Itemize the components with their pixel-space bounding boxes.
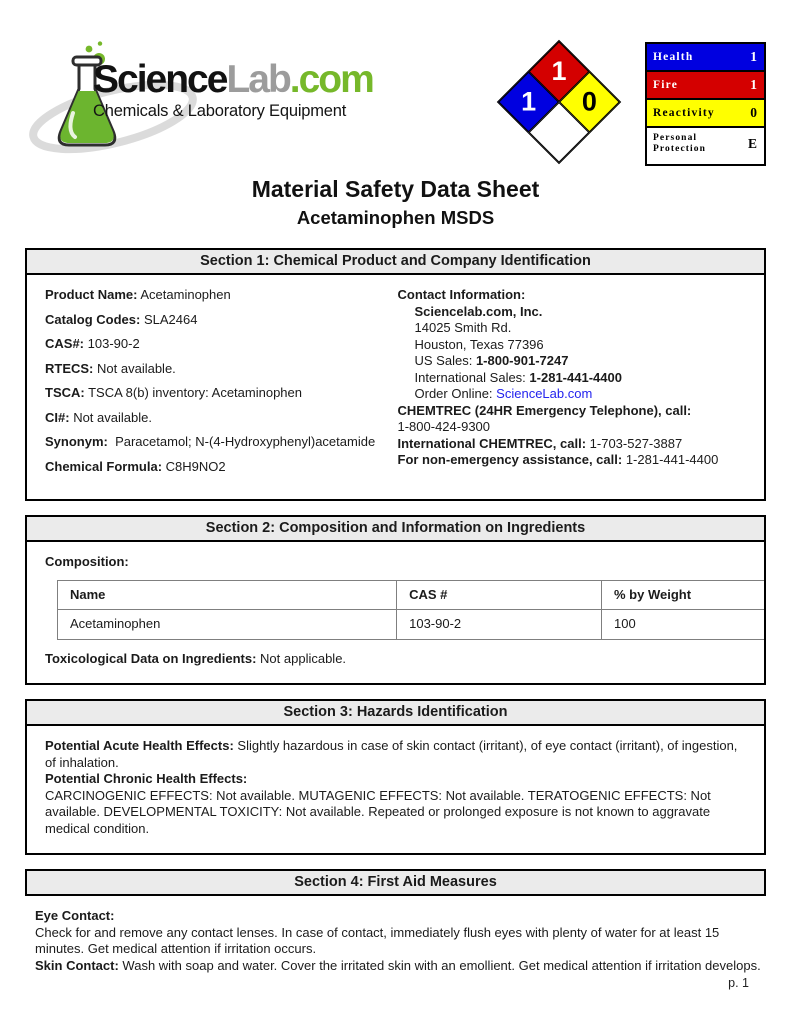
field-tsca: TSCA: TSCA 8(b) inventory: Acetaminophen xyxy=(45,385,302,400)
contact-address-city: Houston, Texas 77396 xyxy=(414,336,544,352)
column-header-cas: CAS # xyxy=(397,580,602,610)
toxicological-data: Toxicological Data on Ingredients: Not applicable. xyxy=(45,650,347,666)
logo-tagline: Chemicals & Laboratory Equipment xyxy=(93,102,347,120)
eye-contact-text: Check for and remove any contact lenses. In case of contact, immediately flush eyes with plenty of water for at least 15 minutes. Get medical attention if irritation occurs. xyxy=(35,924,720,956)
chemtrec-phone: 1-800-424-9300 xyxy=(397,419,491,434)
rating-label-health: Health xyxy=(653,51,694,63)
composition-table-header-row xyxy=(58,580,765,610)
rating-row-health xyxy=(647,44,764,72)
contact-address-street: 14025 Smith Rd. xyxy=(414,320,512,335)
rating-value-reactivity: 0 xyxy=(750,105,757,120)
composition-label: Composition: xyxy=(45,554,129,569)
section-1-header: Section 1: Chemical Product and Company Identification xyxy=(25,248,766,275)
sciencelab-logo xyxy=(25,33,373,161)
document-title: Material Safety Data Sheet xyxy=(251,176,540,202)
composition-table-row xyxy=(58,610,765,640)
section-2-body xyxy=(25,542,766,685)
sciencelab-link[interactable]: ScienceLab.com xyxy=(496,386,593,401)
section-3-body xyxy=(25,726,766,855)
rating-value-health: 1 xyxy=(750,49,757,64)
field-chemical-formula: Chemical Formula: C8H9NO2 xyxy=(45,458,226,474)
contact-us-sales: US Sales: 1-800-901-7247 xyxy=(414,353,569,368)
section-2-header: Section 2: Composition and Information on Ingredients xyxy=(25,515,766,542)
section-1 xyxy=(25,248,766,501)
logo-word-com: .com xyxy=(289,58,373,101)
contact-company: Sciencelab.com, Inc. xyxy=(414,303,543,319)
section-4-header: Section 4: First Aid Measures xyxy=(25,869,766,896)
field-synonym: Synonym: Paracetamol; N-(4-Hydroxyphenyl)acetamide xyxy=(45,434,376,449)
cell-cas: 103-90-2 xyxy=(397,610,602,640)
hazard-summary xyxy=(495,38,766,166)
section-4-body xyxy=(25,896,766,974)
skin-contact: Skin Contact: Wash with soap and water. Cover the irritated skin with an emollient. Get medical attention if irritation develops. xyxy=(35,957,761,973)
chronic-health-effects-text: CARCINOGENIC EFFECTS: Not available. MUTAGENIC EFFECTS: Not available. TERATOGENIC EFFECTS: Not available. DEVELOPMENTAL TOXICITY: Not available. Repeated or prolonged exposure is not known to aggravate medical condition. xyxy=(45,787,711,836)
chronic-health-effects-label: Potential Chronic Health Effects: xyxy=(45,771,248,786)
section-2 xyxy=(25,515,766,685)
rating-row-personal-protection xyxy=(647,128,764,159)
document-header xyxy=(25,33,766,173)
rating-row-reactivity xyxy=(647,100,764,128)
cell-weight: 100 xyxy=(601,610,764,640)
rating-label-personal-protection: Personal Protection xyxy=(653,133,707,154)
section-4 xyxy=(25,869,766,974)
section-1-right-column xyxy=(396,287,747,483)
acute-health-effects: Potential Acute Health Effects: Slightly hazardous in case of skin contact (irritant), of eye contact (irritant), of ingestion, of inhalation. xyxy=(45,738,738,770)
field-catalog-codes: Catalog Codes: SLA2464 xyxy=(45,311,198,327)
rating-value-personal-protection: E xyxy=(747,135,757,151)
column-header-weight: % by Weight xyxy=(601,580,764,610)
section-1-left-column xyxy=(45,287,396,483)
logo-word-science: Science xyxy=(93,58,227,101)
logo-word-lab: Lab xyxy=(226,58,290,101)
cell-name: Acetaminophen xyxy=(58,610,397,640)
section-3-header: Section 3: Hazards Identification xyxy=(25,699,766,726)
rating-row-fire xyxy=(647,72,764,100)
field-ci-number: CI#: Not available. xyxy=(45,409,152,425)
rating-value-fire: 1 xyxy=(750,77,757,92)
nfpa-health-rating: 1 xyxy=(521,86,537,117)
section-3 xyxy=(25,699,766,855)
chemtrec-label: CHEMTREC (24HR Emergency Telephone), call: xyxy=(397,402,692,418)
contact-order-online: Order Online: ScienceLab.com xyxy=(414,386,593,401)
eye-contact-label: Eye Contact: xyxy=(35,908,115,923)
logo-text xyxy=(93,59,373,121)
page-number: p. 1 xyxy=(728,976,749,990)
contact-information-heading: Contact Information: xyxy=(397,287,526,302)
nfpa-fire-rating: 1 xyxy=(551,56,567,87)
document-subtitle: Acetaminophen MSDS xyxy=(296,207,495,228)
contact-intl-sales: International Sales: 1-281-441-4400 xyxy=(414,369,622,385)
field-rtecs: RTECS: Not available. xyxy=(45,360,176,376)
rating-label-reactivity: Reactivity xyxy=(653,107,715,119)
hmis-rating-table xyxy=(645,42,766,166)
field-product-name: Product Name: Acetaminophen xyxy=(45,287,231,302)
section-1-body xyxy=(25,275,766,501)
nfpa-diamond xyxy=(495,38,623,166)
intl-chemtrec: International CHEMTREC, call: 1-703-527-3887 xyxy=(397,435,683,451)
non-emergency: For non-emergency assistance, call: 1-281-441-4400 xyxy=(397,452,719,467)
nfpa-reactivity-rating: 0 xyxy=(581,86,597,117)
rating-label-fire: Fire xyxy=(653,79,679,91)
title-block xyxy=(25,175,766,230)
composition-table xyxy=(57,580,764,640)
field-cas-number: CAS#: 103-90-2 xyxy=(45,336,140,351)
logo-wordmark xyxy=(93,59,373,101)
column-header-name: Name xyxy=(58,580,397,610)
